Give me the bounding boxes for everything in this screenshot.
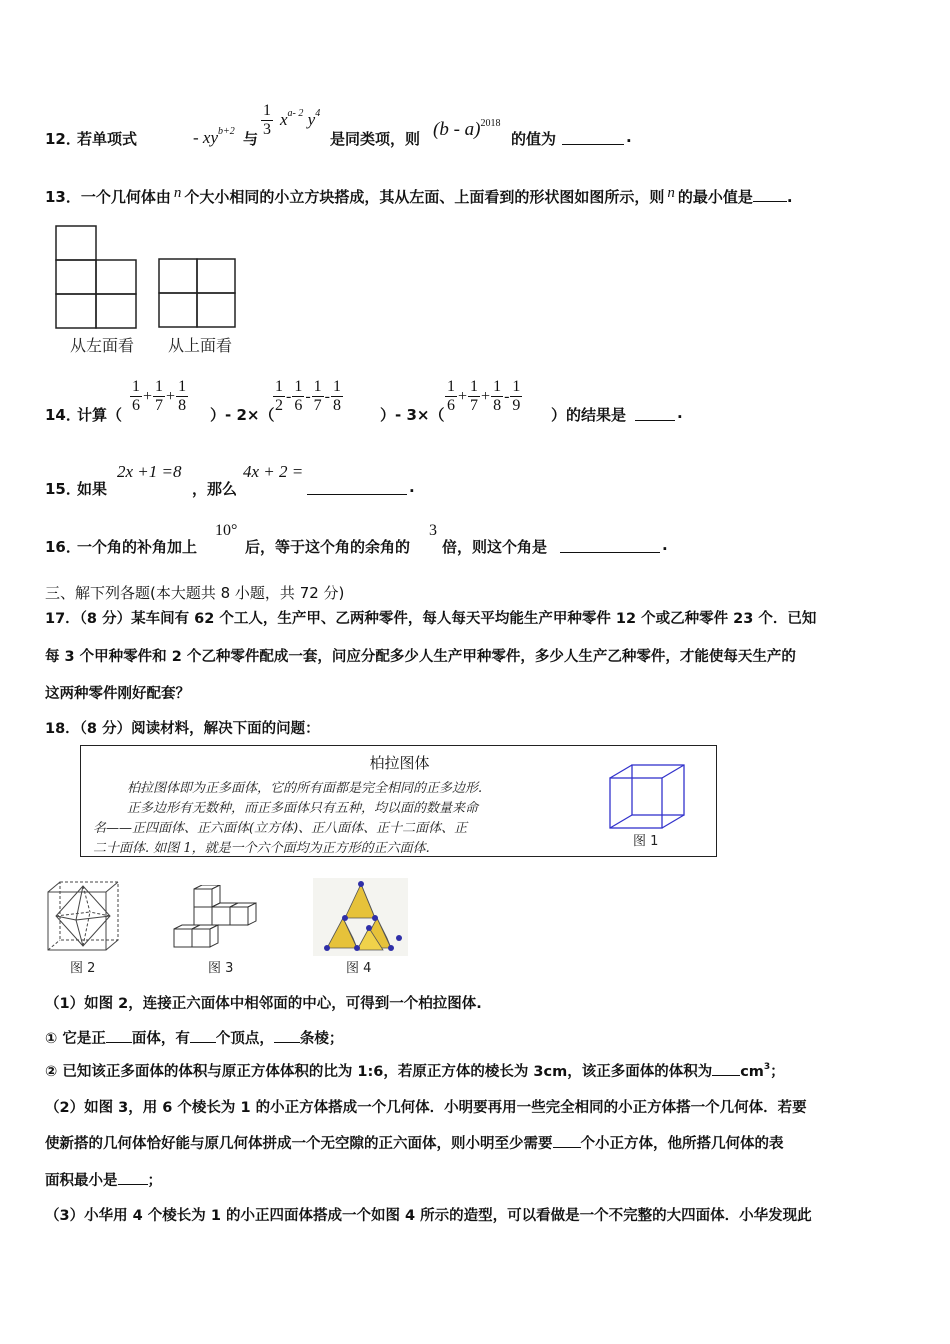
q18-cubes-blank[interactable] xyxy=(553,1133,581,1148)
q14-number: 14． xyxy=(45,406,81,424)
q18-volume-blank[interactable] xyxy=(712,1061,740,1076)
q18-p1b-exp: 3 xyxy=(763,1062,771,1072)
fraction xyxy=(176,378,188,415)
q12-frac-num: 1 xyxy=(263,102,271,119)
fraction-sign: - xyxy=(504,387,510,405)
fraction-sign: + xyxy=(458,387,468,405)
q12-conj: 与 xyxy=(243,130,259,148)
reading-title: 柏拉图体 xyxy=(369,754,430,772)
q12-end: . xyxy=(626,128,632,146)
fraction-sign: - xyxy=(324,387,330,405)
fraction-sign: - xyxy=(286,387,292,405)
fig1-caption: 图 1 xyxy=(633,834,659,849)
q18-surface-blank[interactable] xyxy=(118,1170,148,1185)
q12-suffix: 的值为 xyxy=(511,130,557,148)
reading-line: 名——正四面体、正六面体(立方体)、正八面体、正十二面体、正 xyxy=(93,821,468,836)
reading-line: 正多边形有无数种，而正多面体只有五种，均以面的数量来命 xyxy=(127,801,479,816)
q18-p2-line3b: ； xyxy=(147,1173,162,1189)
q13-part3: 的最小值是 xyxy=(677,188,753,206)
q18-vertices-blank[interactable] xyxy=(190,1028,216,1043)
q12-expr-exp: 2018 xyxy=(480,118,501,129)
left-view-square xyxy=(56,294,96,328)
q18-p1a-d: 条棱； xyxy=(299,1031,344,1047)
fraction-denominator: 9 xyxy=(512,397,521,414)
fig1-cube xyxy=(606,762,691,832)
q15-number: 15． xyxy=(45,480,81,498)
fraction-denominator: 6 xyxy=(294,397,303,414)
top-view-square xyxy=(159,293,197,327)
q18-p1a-b: 面体，有 xyxy=(131,1031,190,1047)
q18-part2-line1: （2）如图 3，用 6 个棱长为 1 的小正方体搭成一个几何体．小明要再用一些完全相同的小正方体搭一个几何体．若要 xyxy=(45,1100,807,1116)
q15-equation-1: 2x +1 =8 xyxy=(117,462,182,481)
fraction xyxy=(491,378,503,415)
q18-part2-line2 xyxy=(45,1132,784,1153)
q15-end: . xyxy=(409,478,415,496)
q18-faces-blank[interactable] xyxy=(106,1028,132,1043)
q12-fraction xyxy=(261,102,273,139)
q13-left-view-caption: 从左面看 xyxy=(70,336,135,355)
q13-part2: 个大小相同的小立方块搭成，其从左面、上面看到的形状图如图所示，则 xyxy=(184,188,665,206)
q17-line-2: 每 3 个甲种零件和 2 个乙种零件配成一套，问应分配多少人生产甲种零件，多少人生产乙种零件，才能使每天生产的 xyxy=(45,649,796,665)
q18-part1: （1）如图 2，连接正六面体中相邻面的中心，可得到一个柏拉图体. xyxy=(45,996,482,1012)
q14-group-3 xyxy=(445,378,522,415)
fig4-tetrahedra xyxy=(313,878,408,956)
fraction-numerator: 1 xyxy=(493,378,502,395)
q16-answer-blank[interactable] xyxy=(560,538,660,553)
question-16 xyxy=(45,520,905,560)
q18-intro: 18．（8 分）阅读材料，解决下面的问题： xyxy=(45,721,320,737)
q18-p1b-a: ② 已知该正多面体的体积与原正方体体积的比为 1:6，若原正方体的棱长为 3cm，该正多面体的体积为 xyxy=(45,1064,713,1080)
left-view-square xyxy=(96,260,136,294)
reading-material-box xyxy=(80,745,717,857)
fraction-numerator: 1 xyxy=(512,378,521,395)
q12-mono2-yexp: 4 xyxy=(315,108,321,119)
q12-expression xyxy=(433,118,500,141)
q16-number: 16． xyxy=(45,538,81,556)
question-14 xyxy=(45,378,905,428)
q12-monomial-1 xyxy=(193,126,235,148)
fraction-numerator: 1 xyxy=(313,378,322,395)
q12-mono2-y: y xyxy=(307,110,316,129)
q18-part1a xyxy=(45,1027,343,1048)
fraction-numerator: 1 xyxy=(332,378,341,395)
q17-line-1: 17．（8 分）某车间有 62 个工人，生产甲、乙两种零件，每人每天平均能生产甲种零件 12 个或乙种零件 23 个．已知 xyxy=(45,611,817,627)
fraction-denominator: 8 xyxy=(178,397,187,414)
top-view-square xyxy=(197,259,235,293)
q18-part1b xyxy=(45,1060,785,1081)
q12-number: 12． xyxy=(45,130,81,148)
q12-mono1-coef: - xy xyxy=(193,128,219,147)
question-13 xyxy=(45,185,905,209)
fraction xyxy=(153,378,165,415)
q15-equation-2: 4x + 2 = xyxy=(243,462,304,481)
fraction xyxy=(273,378,285,415)
fraction xyxy=(510,378,522,415)
q16-end: . xyxy=(662,536,668,554)
q12-frac-den: 3 xyxy=(263,121,271,138)
fraction-denominator: 6 xyxy=(132,397,140,414)
fraction-numerator: 1 xyxy=(132,378,140,395)
fraction-denominator: 7 xyxy=(470,397,479,414)
q13-top-view-caption: 从上面看 xyxy=(168,336,233,355)
q12-answer-blank[interactable] xyxy=(562,130,624,145)
q18-p2-line2b: 个小正方体，他所搭几何体的表 xyxy=(580,1136,784,1152)
fraction xyxy=(312,378,324,415)
q18-p1a-c: 个顶点， xyxy=(215,1031,274,1047)
q13-left-view-figure xyxy=(50,222,145,330)
fraction-denominator: 8 xyxy=(332,397,341,414)
q18-p1a-a: ① 它是正 xyxy=(45,1031,106,1047)
fraction-numerator: 1 xyxy=(470,378,479,395)
fraction-numerator: 1 xyxy=(155,378,164,395)
q18-part2-line3 xyxy=(45,1169,162,1190)
fraction-sign: + xyxy=(143,387,153,405)
question-15 xyxy=(45,460,905,500)
q16-angle: 10° xyxy=(215,522,238,539)
fraction-numerator: 1 xyxy=(294,378,303,395)
q13-end: . xyxy=(786,188,793,206)
fraction-denominator: 7 xyxy=(155,397,164,414)
q12-mono2-x: x xyxy=(280,110,288,129)
q14-mid-2: ）- 3×（ xyxy=(380,406,445,424)
fig2-octahedron-in-cube xyxy=(46,880,121,955)
q12-expr: (b - a) xyxy=(433,119,481,140)
fig4-caption: 图 4 xyxy=(346,961,372,976)
q16-part2: 后，等于这个角的余角的 xyxy=(245,538,411,556)
q18-edges-blank[interactable] xyxy=(274,1028,300,1043)
left-view-square xyxy=(96,294,136,328)
fraction-numerator: 1 xyxy=(275,378,283,395)
q18-p2-line3a: 面积最小是 xyxy=(45,1173,118,1189)
q18-p1b-unit: cm xyxy=(740,1064,764,1080)
q16-part1: 一个角的补角加上 xyxy=(77,538,198,556)
section-3-heading: 三、解下列各题(本大题共 8 小题，共 72 分) xyxy=(45,584,345,602)
q15-prefix: 如果 xyxy=(77,480,108,498)
fig3-six-cubes xyxy=(172,885,268,955)
fraction-denominator: 8 xyxy=(493,397,502,414)
fraction-sign: + xyxy=(166,387,176,405)
q16-times: 3 xyxy=(429,522,437,539)
q18-part3: （3）小华用 4 个棱长为 1 的小正四面体搭成一个如图 4 所示的造型，可以看做是一个不完整的大四面体．小华发现此 xyxy=(45,1208,812,1224)
q18-p1b-end: ； xyxy=(770,1064,785,1080)
q12-mid: 是同类项，则 xyxy=(330,130,421,148)
fraction xyxy=(468,378,480,415)
q13-number: 13． xyxy=(45,188,81,206)
q18-p2-line2a: 使新搭的几何体恰好能与原几何体拼成一个无空隙的正六面体，则小明至少需要 xyxy=(45,1136,553,1152)
q13-var-2: n xyxy=(667,185,675,201)
q15-mid: ，那么 xyxy=(192,480,238,498)
left-view-top-square xyxy=(56,226,96,260)
q12-prefix: 若单项式 xyxy=(77,130,138,148)
left-view-square xyxy=(56,260,96,294)
q15-answer-blank[interactable] xyxy=(307,480,407,495)
fraction-sign: + xyxy=(481,387,491,405)
fraction xyxy=(130,378,142,415)
q14-prefix: 计算（ xyxy=(77,406,123,424)
q13-answer-blank[interactable] xyxy=(753,187,787,202)
q14-group-2 xyxy=(273,378,343,415)
fig2-caption: 图 2 xyxy=(70,961,96,976)
fraction-denominator: 6 xyxy=(447,397,455,414)
q14-group-1 xyxy=(130,378,188,415)
q12-mono2-xexp: a- 2 xyxy=(287,108,304,119)
q13-part1: 一个几何体由 xyxy=(80,188,171,206)
q14-mid-1: ）- 2×（ xyxy=(210,406,275,424)
top-view-square xyxy=(197,293,235,327)
fraction xyxy=(445,378,457,415)
fraction-sign: - xyxy=(305,387,311,405)
fraction xyxy=(331,378,343,415)
q13-var-1: n xyxy=(173,185,182,201)
fraction-numerator: 1 xyxy=(447,378,455,395)
reading-line: 柏拉图体即为正多面体，它的所有面都是完全相同的正多边形. xyxy=(127,781,483,796)
fraction-numerator: 1 xyxy=(178,378,187,395)
q17-line-3: 这两种零件刚好配套？ xyxy=(45,686,190,702)
q12-mono1-exp: b+2 xyxy=(218,126,235,137)
q16-part3: 倍，则这个角是 xyxy=(442,538,548,556)
fraction-denominator: 7 xyxy=(313,397,322,414)
fig3-caption: 图 3 xyxy=(208,961,234,976)
reading-line: 二十面体. 如图 1，就是一个六个面均为正方形的正六面体. xyxy=(93,841,430,856)
fraction-denominator: 2 xyxy=(275,397,283,414)
fraction xyxy=(292,378,304,415)
q13-top-view-figure xyxy=(155,255,240,330)
q12-monomial-2 xyxy=(280,108,320,130)
q14-suffix: ）的结果是 xyxy=(551,406,627,424)
q14-answer-blank[interactable] xyxy=(635,406,675,421)
top-view-square xyxy=(159,259,197,293)
q14-end: . xyxy=(677,404,683,422)
